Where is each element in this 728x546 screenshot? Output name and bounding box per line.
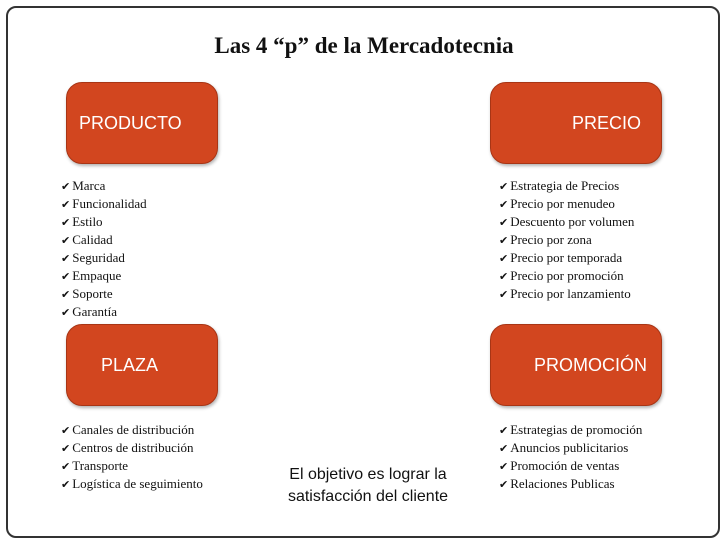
list-item: ✔ Calidad	[61, 231, 147, 249]
list-item: ✔ Precio por menudeo	[499, 195, 634, 213]
list-item: ✔ Precio por temporada	[499, 249, 634, 267]
list-item: ✔ Logística de seguimiento	[61, 475, 203, 493]
list-item: ✔ Estrategia de Precios	[499, 177, 634, 195]
box-producto	[66, 82, 218, 164]
list-item: ✔ Descuento por volumen	[499, 213, 634, 231]
list-item: ✔ Precio por promoción	[499, 267, 634, 285]
list-item: ✔ Canales de distribución	[61, 421, 203, 439]
promocion-list	[499, 421, 642, 493]
list-item: ✔ Soporte	[61, 285, 147, 303]
list-item: ✔ Funcionalidad	[61, 195, 147, 213]
list-item: ✔ Centros de distribución	[61, 439, 203, 457]
box-promocion-label: PROMOCIÓN	[533, 354, 647, 375]
producto-list	[61, 177, 147, 321]
list-item: ✔ Estrategias de promoción	[499, 421, 642, 439]
box-producto-label: PRODUCTO	[79, 112, 182, 133]
slide-title: Las 4 “p” de la Mercadotecnia	[214, 33, 514, 58]
list-item: ✔ Promoción de ventas	[499, 457, 642, 475]
list-item: ✔ Garantía	[61, 303, 147, 321]
list-item: ✔ Estilo	[61, 213, 147, 231]
list-item: ✔ Relaciones Publicas	[499, 475, 642, 493]
box-precio-label: PRECIO	[571, 112, 641, 133]
box-plaza-label: PLAZA	[101, 354, 159, 375]
note-line-1: El objetivo es lograr la	[289, 466, 447, 483]
plaza-list	[61, 421, 203, 493]
box-plaza	[66, 324, 218, 406]
list-item: ✔ Transporte	[61, 457, 203, 475]
list-item: ✔ Precio por zona	[499, 231, 634, 249]
list-item: ✔ Anuncios publicitarios	[499, 439, 642, 457]
list-item: ✔ Seguridad	[61, 249, 147, 267]
note-line-2: satisfacción del cliente	[287, 488, 449, 505]
precio-list	[499, 177, 634, 303]
objective-note	[268, 464, 468, 508]
list-item: ✔ Marca	[61, 177, 147, 195]
box-precio	[490, 82, 662, 164]
box-promocion	[490, 324, 662, 406]
list-item: ✔ Precio por lanzamiento	[499, 285, 634, 303]
list-item: ✔ Empaque	[61, 267, 147, 285]
